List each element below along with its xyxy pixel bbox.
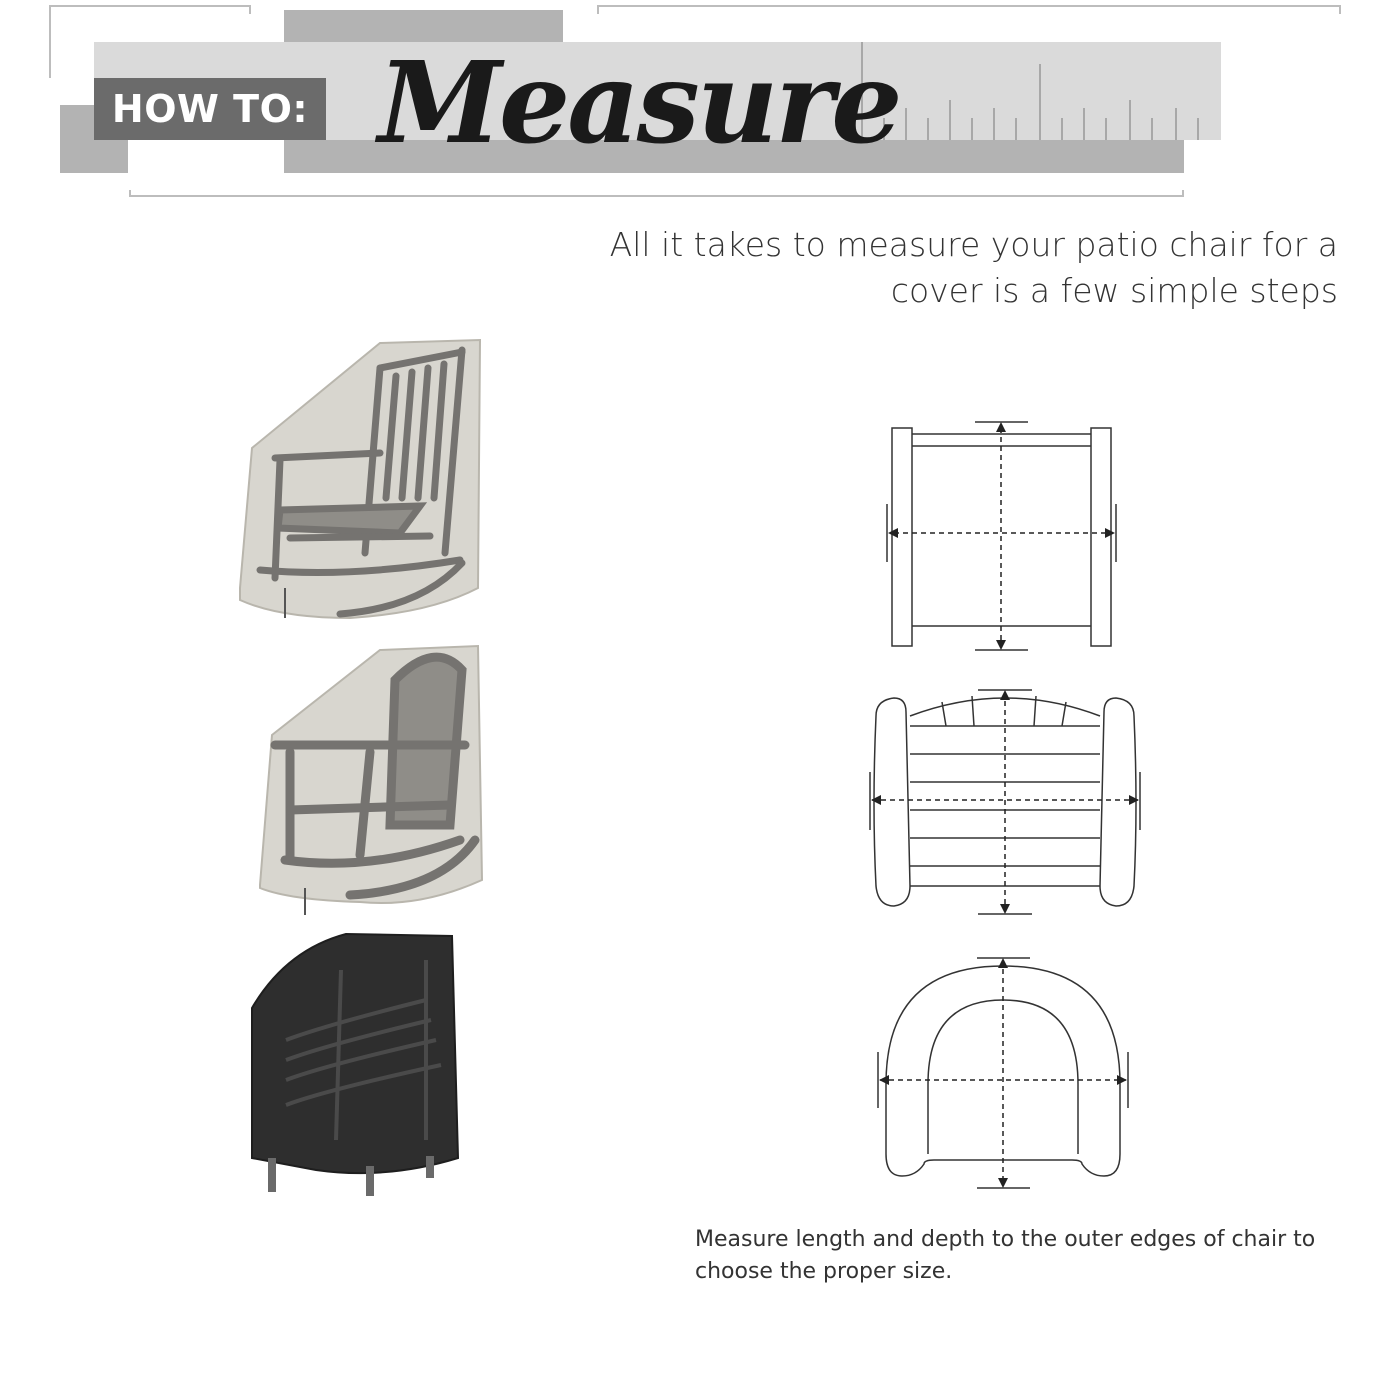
how-to-badge: HOW TO: xyxy=(94,78,326,140)
square-chair-top-view-icon xyxy=(880,416,1120,656)
round-chair-top-view-icon xyxy=(872,954,1134,1192)
rocking-chair-cover-icon xyxy=(230,338,485,623)
stacking-chairs-cover-icon xyxy=(246,930,462,1198)
adirondack-rocker-cover-icon xyxy=(250,640,490,920)
adirondack-chair-top-view-icon xyxy=(866,686,1144,918)
page-title: Measure xyxy=(378,38,900,169)
caption-text: Measure length and depth to the outer edges of chair to choose the proper size. xyxy=(695,1227,1316,1284)
intro-text: All it takes to measure your patio chair for a cover is a few simple steps xyxy=(609,225,1338,310)
